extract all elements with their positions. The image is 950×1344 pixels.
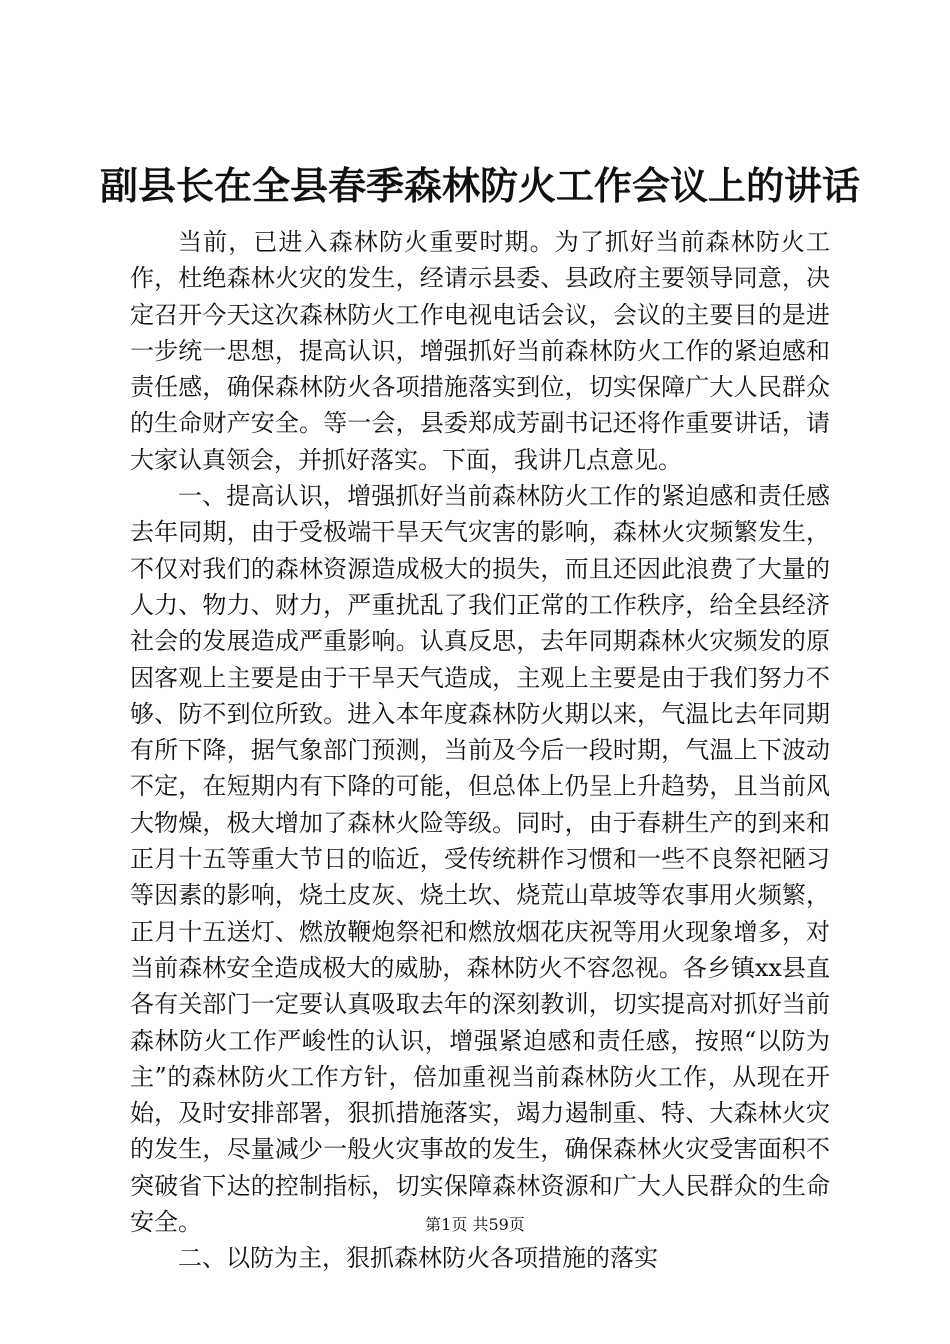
page-footer: 第1页 共59页 [425, 1215, 525, 1234]
paragraph-section-one: 一、提高认识，增强抓好当前森林防火工作的紧迫感和责任感去年同期，由于受极端干旱天气灾害的影响，森林火灾频繁发生，不仅对我们的森林资源造成极大的损失，而且还因此浪费了大量的人力、物力、财力，严重扰乱了我们正常的工作秩序，给全县经济社会的发展造成严重影响。认真反思，去年同期森林火灾频发的原因客观上主要是由于干旱天气造成，主观上主要是由于我们努力不够、防不到位所致。进入本年度森林防火期以来，气温比去年同期有所下降，据气象部门预测，当前及今后一段时期，气温上下波动不定，在短期内有下降的可能，但总体上仍呈上升趋势，且当前风大物燥，极大增加了森林火险等级。同时，由于春耕生产的到来和正月十五等重大节日的临近，受传统耕作习惯和一些不良祭祀陋习等因素的影响，烧土皮灰、烧土坎、烧荒山草坡等农事用火频繁，正月十五送灯、燃放鞭炮祭祀和燃放烟花庆祝等用火现象增多，对当前森林安全造成极大的威胁，森林防火不容忽视。各乡镇xx县直各有关部门一定要认真吸取去年的深刻教训，切实提高对抓好当前森林防火工作严峻性的认识，增强紧迫感和责任感，按照“以防为主”的森林防火工作方针，倍加重视当前森林防火工作，从现在开始，及时安排部署，狠抓措施落实，竭力遏制重、特、大森林火灾的发生，尽量减少一般火灾事故的发生，确保森林火灾受害面积不突破省下达的控制指标，切实保障森林资源和广大人民群众的生命安全。 [130, 482, 830, 1237]
paragraph-intro: 当前，已进入森林防火重要时期。为了抓好当前森林防火工作，杜绝森林火灾的发生，经请示县委、县政府主要领导同意，决定召开今天这次森林防火工作电视电话会议，会议的主要目的是进一步统一思想，提高认识，增强抓好当前森林防火工作的紧迫感和责任感，确保森林防火各项措施落实到位，切实保障广大人民群众的生命财产安全。等一会，县委郑成芳副书记还将作重要讲话，请大家认真领会，并抓好落实。下面，我讲几点意见。 [130, 228, 830, 474]
document-body [130, 224, 830, 1277]
paragraph-section-two-heading: 二、以防为主，狠抓森林防火各项措施的落实 [178, 1244, 658, 1273]
document-title: 副县长在全县春季森林防火工作会议上的讲话 [100, 163, 861, 208]
